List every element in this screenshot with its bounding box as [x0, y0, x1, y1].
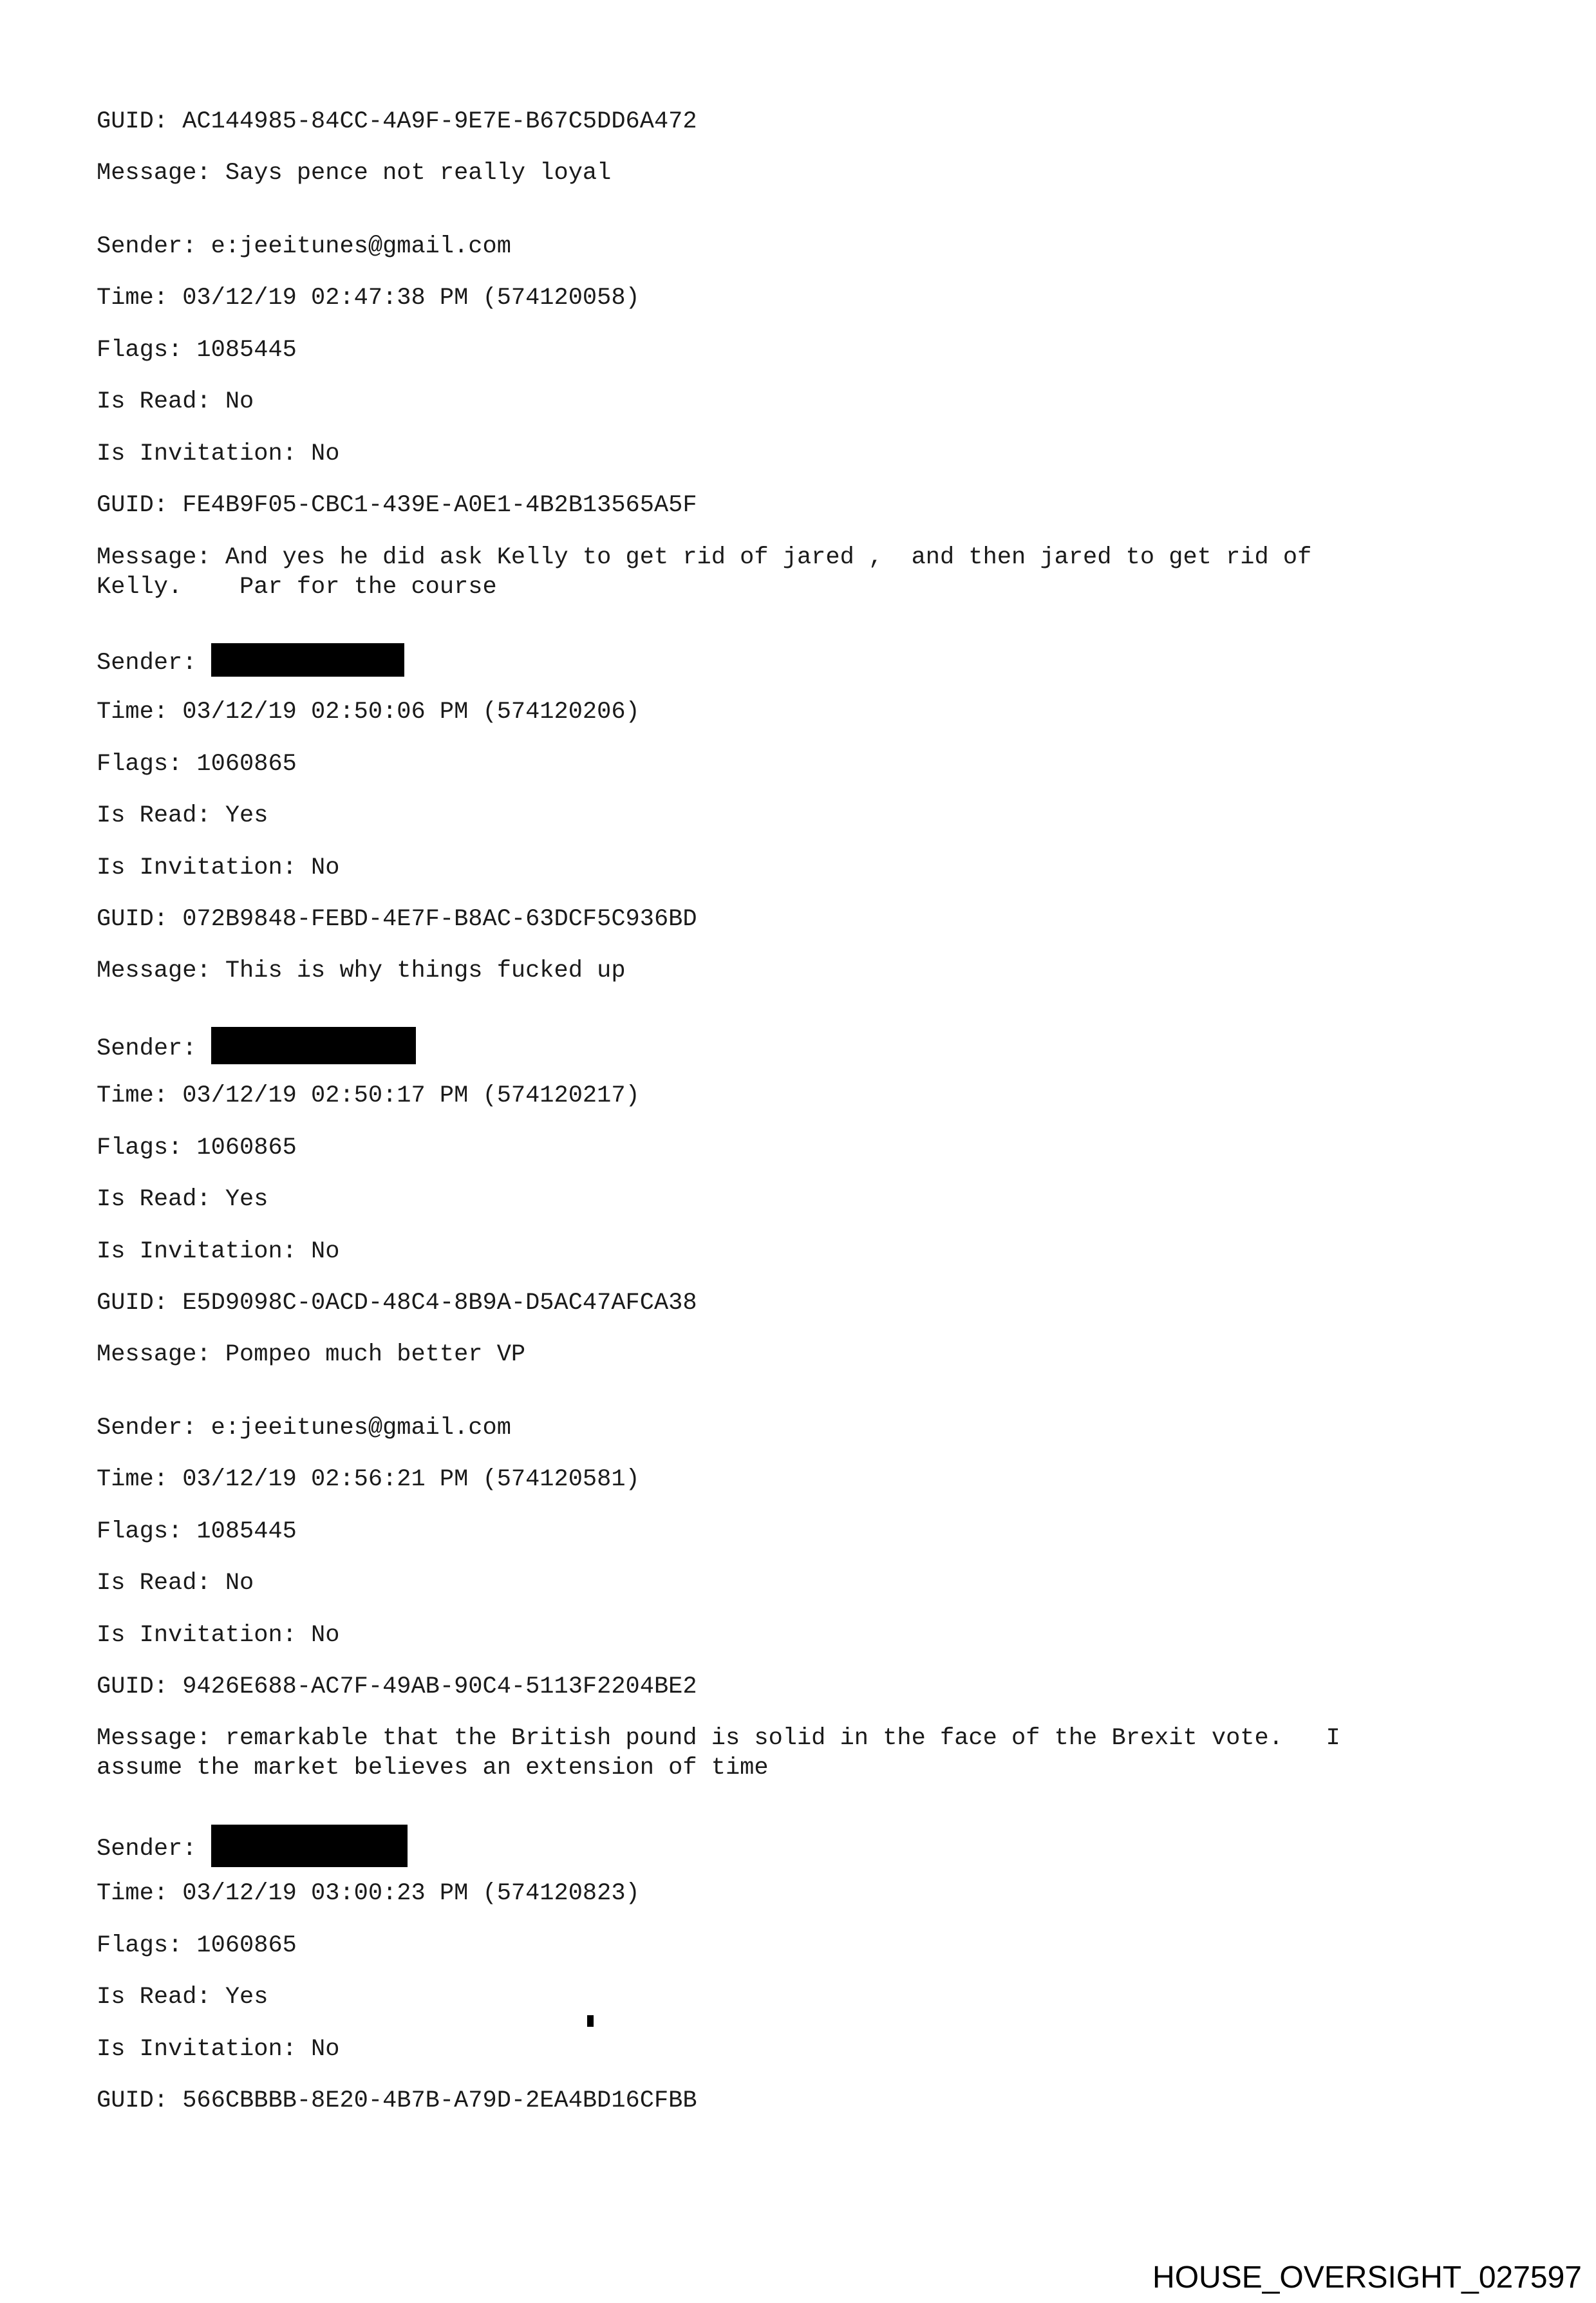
sender-line [97, 1827, 408, 1870]
message-line: Message: Pompeo much better VP [97, 1341, 526, 1368]
is-read-line: Is Read: No [97, 388, 254, 415]
scan-artifact-mark [587, 2015, 594, 2027]
message-line: Message: And yes he did ask Kelly to get rid of jared , and then jared to get rid of [97, 544, 1312, 571]
sender-line [97, 1029, 416, 1067]
is-invitation-line: Is Invitation: No [97, 2036, 340, 2063]
guid-line: GUID: FE4B9F05-CBC1-439E-A0E1-4B2B13565A5F [97, 492, 697, 519]
sender-label: Sender: [97, 649, 197, 677]
flags-line: Flags: 1060865 [97, 1134, 297, 1161]
is-invitation-line: Is Invitation: No [97, 854, 340, 881]
redaction-box [211, 643, 404, 677]
message-line-continued: assume the market believes an extension of time [97, 1754, 769, 1781]
sender-label: Sender: [97, 1835, 197, 1863]
message-line: Message: This is why things fucked up [97, 957, 626, 984]
flags-line: Flags: 1060865 [97, 1932, 297, 1959]
is-read-line: Is Read: Yes [97, 802, 268, 829]
flags-line: Flags: 1085445 [97, 337, 297, 364]
is-invitation-line: Is Invitation: No [97, 1622, 340, 1649]
message-line-continued: Kelly. Par for the course [97, 574, 497, 601]
is-read-line: Is Read: No [97, 1570, 254, 1597]
time-line: Time: 03/12/19 02:56:21 PM (574120581) [97, 1466, 640, 1493]
time-line: Time: 03/12/19 02:50:06 PM (574120206) [97, 699, 640, 726]
is-read-line: Is Read: Yes [97, 1186, 268, 1213]
message-line: Message: Says pence not really loyal [97, 160, 612, 187]
guid-line: GUID: 072B9848-FEBD-4E7F-B8AC-63DCF5C936BD [97, 906, 697, 933]
guid-line: GUID: 9426E688-AC7F-49AB-90C4-5113F2204BE2 [97, 1673, 697, 1700]
message-line: Message: remarkable that the British pound is solid in the face of the Brexit vote. I [97, 1725, 1340, 1752]
guid-line: GUID: 566CBBBB-8E20-4B7B-A79D-2EA4BD16CFBB [97, 2087, 697, 2114]
flags-line: Flags: 1085445 [97, 1518, 297, 1545]
sender-line: Sender: e:jeeitunes@gmail.com [97, 233, 511, 260]
sender-label: Sender: [97, 1035, 197, 1062]
is-invitation-line: Is Invitation: No [97, 440, 340, 467]
guid-line: GUID: AC144985-84CC-4A9F-9E7E-B67C5DD6A472 [97, 108, 697, 135]
redaction-box [211, 1825, 408, 1867]
time-line: Time: 03/12/19 03:00:23 PM (574120823) [97, 1880, 640, 1907]
is-invitation-line: Is Invitation: No [97, 1238, 340, 1265]
redaction-box [211, 1027, 416, 1064]
flags-line: Flags: 1060865 [97, 751, 297, 778]
is-read-line: Is Read: Yes [97, 1984, 268, 2011]
time-line: Time: 03/12/19 02:47:38 PM (574120058) [97, 285, 640, 312]
sender-line: Sender: e:jeeitunes@gmail.com [97, 1415, 511, 1442]
sender-line [97, 646, 404, 679]
bates-number: HOUSE_OVERSIGHT_027597 [1152, 2261, 1582, 2295]
guid-line: GUID: E5D9098C-0ACD-48C4-8B9A-D5AC47AFCA38 [97, 1290, 697, 1317]
time-line: Time: 03/12/19 02:50:17 PM (574120217) [97, 1082, 640, 1109]
